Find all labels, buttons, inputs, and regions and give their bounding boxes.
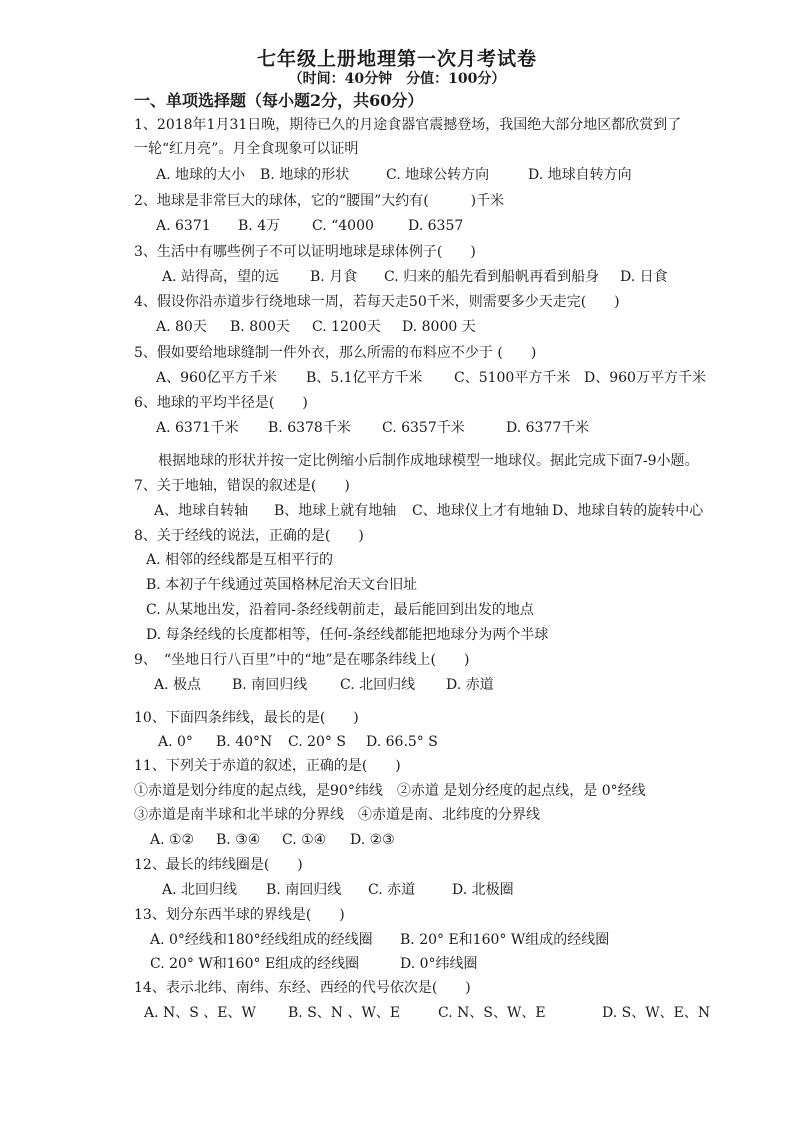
option: A. 极点 bbox=[154, 677, 202, 693]
option: D. 6357 bbox=[408, 218, 464, 234]
option: A. 北回归线 bbox=[162, 882, 238, 898]
question-stem: 10、下面四条纬线，最长的是( ) bbox=[134, 710, 359, 726]
option: C. “4000 bbox=[312, 218, 374, 234]
option: A. N、S 、E、W bbox=[144, 1005, 256, 1021]
option: B. 南回归线 bbox=[232, 677, 308, 693]
option: A. 6371千米 bbox=[156, 420, 239, 436]
option: C. 6357千米 bbox=[382, 420, 465, 436]
option: B. 20° E和160° W组成的经线圈 bbox=[400, 932, 610, 948]
option: A、地球自转轴 bbox=[154, 503, 249, 519]
option: C. 20° S bbox=[288, 734, 346, 750]
question-stem: 8、关于经线的说法，正确的是( ) bbox=[134, 528, 364, 544]
option: B. S、N 、W、E bbox=[288, 1005, 401, 1021]
option: A. 80天 bbox=[156, 319, 207, 335]
option: A. 相邻的经线都是互相平行的 bbox=[146, 552, 334, 568]
option: B、5.1亿平方千米 bbox=[306, 370, 423, 386]
option: C、地球仪上才有地轴 bbox=[412, 503, 549, 519]
option: B. 本初子午线通过英国格林尼治天文台旧址 bbox=[146, 577, 418, 593]
option: B. ③④ bbox=[216, 832, 261, 848]
option: A. 地球的大小 bbox=[156, 167, 246, 183]
question-stem: 6、地球的平均半径是( ) bbox=[134, 395, 308, 411]
question-stem: 2、地球是非常巨大的球体，它的“腰围”大约有( )千米 bbox=[134, 193, 505, 209]
option: D. 日食 bbox=[620, 269, 668, 285]
question-stem: 1、2018年1月31日晚，期待已久的月途食器官震撼登场，我国绝大部分地区都欣赏到了 bbox=[134, 117, 682, 133]
option: A. ①② bbox=[150, 832, 195, 848]
statement-line: ①赤道是划分纬度的起点线，是90°纬线 ②赤道 是划分经度的起点线，是 0°经线 bbox=[134, 783, 646, 799]
option: D. 每条经线的长度都相等，任何-条经线都能把地球分为两个半球 bbox=[146, 627, 549, 643]
option: D. ②③ bbox=[350, 832, 395, 848]
option: A. 0°经线和180°经线组成的经线圈 bbox=[150, 932, 373, 948]
option: C. 地球公转方向 bbox=[386, 167, 490, 183]
option: D. 地球自转方向 bbox=[528, 167, 632, 183]
option: C. 赤道 bbox=[368, 882, 416, 898]
question-stem: 13、划分东西半球的界线是( ) bbox=[134, 907, 345, 923]
option: A、960亿平方千米 bbox=[156, 370, 277, 386]
option: C、5100平方千米 bbox=[454, 370, 571, 386]
question-stem: 4、假设你沿赤道步行绕地球一周，若每天走50千米，则需要多少天走完( ) bbox=[134, 294, 620, 310]
option: B. 40°N bbox=[216, 734, 273, 750]
option: B. 南回归线 bbox=[266, 882, 342, 898]
option: C. 1200天 bbox=[312, 319, 381, 335]
option: C. N、S、W、E bbox=[438, 1005, 546, 1021]
option: C. 北回归线 bbox=[340, 677, 416, 693]
question-stem: 7、关于地轴，错误的叙述是( ) bbox=[134, 478, 350, 494]
option: C. 20° W和160° E组成的经线圈 bbox=[150, 956, 360, 972]
question-stem: 3、生活中有哪些例子不可以证明地球是球体例子( ) bbox=[134, 244, 476, 260]
exam-title: 七年级上册地理第一次月考试卷 bbox=[256, 48, 537, 70]
option: D. S、W、E、N bbox=[602, 1005, 711, 1021]
option: C. 从某地出发，沿着同-条经线朝前走，最后能回到出发的地点 bbox=[146, 602, 534, 618]
option: B. 月食 bbox=[310, 269, 358, 285]
option: A. 6371 bbox=[156, 218, 211, 234]
option: D、960万平方千米 bbox=[584, 370, 706, 386]
option: A. 0° bbox=[158, 734, 193, 750]
option: D. 赤道 bbox=[446, 677, 494, 693]
section-heading: 一、单项选择题（每小题2分，共60分） bbox=[134, 91, 424, 110]
option: D. 6377千米 bbox=[506, 420, 590, 436]
option: D. 北极圈 bbox=[452, 882, 514, 898]
option: B. 6378千米 bbox=[268, 420, 351, 436]
option: D. 66.5° S bbox=[366, 734, 438, 750]
option: B. 4万 bbox=[238, 218, 281, 234]
option: B. 800天 bbox=[230, 319, 290, 335]
passage-intro: 根据地球的形状并按一定比例缩小后制作成地球模型一地球仪。据此完成下面7-9小题。 bbox=[158, 453, 699, 469]
option: D、地球自转的旋转中心 bbox=[552, 503, 704, 519]
option: B. 地球的形状 bbox=[260, 167, 350, 183]
question-stem: 12、最长的纬线圈是( ) bbox=[134, 857, 303, 873]
exam-subtitle: （时间：40分钟 分值：100分） bbox=[288, 71, 506, 87]
question-stem: 9、 “坐地日行八百里”中的“地”是在哪条纬线上( ) bbox=[134, 652, 470, 668]
option: C. ①④ bbox=[282, 832, 327, 848]
option: D. 0°纬线圈 bbox=[400, 956, 478, 972]
option: D. 8000 天 bbox=[402, 319, 476, 335]
question-stem: 一轮“红月亮”。月全食现象可以证明 bbox=[134, 141, 359, 157]
question-stem: 11、下列关于赤道的叙述，正确的是( ) bbox=[134, 758, 401, 774]
question-stem: 14、表示北纬、南纬、东经、西经的代号依次是( ) bbox=[134, 980, 471, 996]
option: C. 归来的船先看到船帆再看到船身 bbox=[384, 269, 600, 285]
option: B、地球上就有地轴 bbox=[274, 503, 397, 519]
option: A. 站得高，望的远 bbox=[162, 269, 280, 285]
statement-line: ③赤道是南半球和北半球的分界线 ④赤道是南、北纬度的分界线 bbox=[134, 807, 540, 823]
question-stem: 5、假如要给地球缝制一件外衣，那么所需的布料应不少于 ( ) bbox=[134, 345, 537, 361]
